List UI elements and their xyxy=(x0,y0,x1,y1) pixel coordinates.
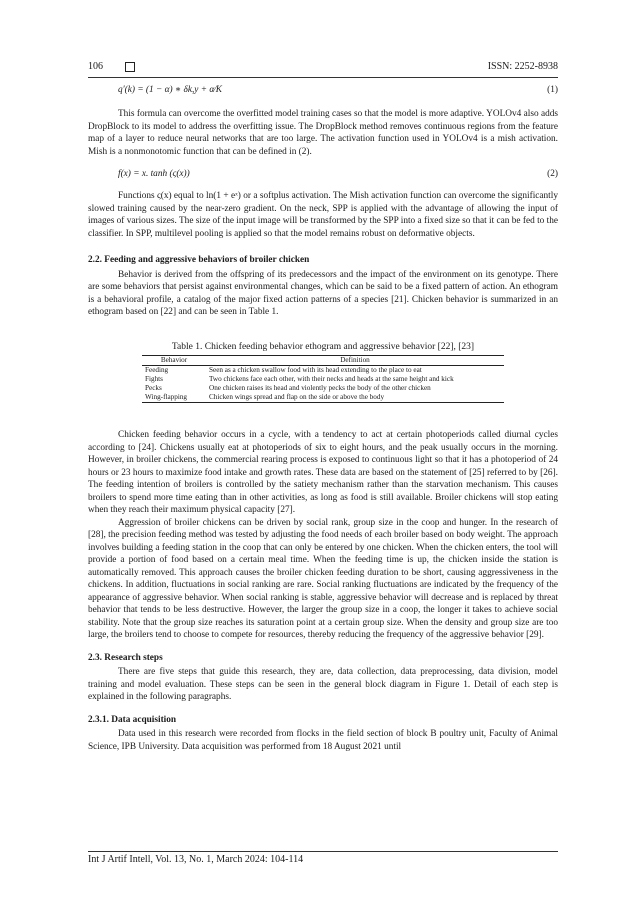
paragraph-1: This formula can overcome the overfitted model training cases so that the model is more adaptive. YOLOv4 also adds DropBlock to its model to address the overfitting issue. The DropBlock method removes continuous regions from the feature map of a layer to reduce neural networks that are too large. The activation function used in YOLOv4 is a mish activation. Mish is a nonmonotomic function that can be defined in (2). xyxy=(88,109,558,157)
table-row xyxy=(142,366,504,376)
section-2-3-paragraph: There are five steps that guide this research, they are, data collection, data preprocessing, data division, model training and model evaluation. These steps can be seen in the general block diagram in Figure 1. Detail of each step is explained in the following paragraphs. xyxy=(88,667,558,702)
table-cell: Fights xyxy=(145,375,163,383)
table-cell: One chicken raises its head and violently pecks the body of the other chicken xyxy=(209,384,431,392)
table-cell: Two chickens face each other, with their necks and heads at the same height and kick xyxy=(209,375,454,383)
equation-2-formula: f(x) = x. tanh (ς(x)) xyxy=(118,169,190,179)
page-body xyxy=(88,80,558,753)
issn: ISSN: 2252-8938 xyxy=(487,61,558,72)
table-cell: Wing-flapping xyxy=(142,393,206,403)
table-header-behavior: Behavior xyxy=(142,356,206,366)
section-2-3-1-paragraph: Data used in this research were recorded from flocks in the field section of block B poultry unit, Faculty of Animal Science, IPB University. Data acquisition was performed from 18 August 2021 until xyxy=(88,729,558,752)
equation-2-number: (2) xyxy=(547,169,558,179)
equation-1 xyxy=(88,80,558,102)
table-cell: Pecks xyxy=(145,384,162,392)
table-1-caption: Table 1. Chicken feeding behavior ethogram and aggressive behavior [22], [23] xyxy=(171,341,475,352)
page-header xyxy=(88,61,558,77)
table-cell: Seen as a chicken swallow food with its head extending to the place to eat xyxy=(209,366,422,374)
table-1 xyxy=(142,355,504,403)
equation-1-number: (1) xyxy=(547,85,558,95)
equation-2 xyxy=(88,164,558,186)
equation-1-formula: q′(k) = (1 − α) ∗ δk,y + α⁄K xyxy=(118,85,222,95)
footer-rule xyxy=(88,851,558,852)
page-footer: Int J Artif Intell, Vol. 13, No. 1, March 2024: 104-114 xyxy=(88,854,304,865)
section-2-3-heading: 2.3. Research steps xyxy=(88,652,163,663)
table-cell: Chicken wings spread and flap on the side or above the body xyxy=(206,393,504,403)
page-number: 106 xyxy=(88,61,103,72)
table-cell: Feeding xyxy=(145,366,169,374)
header-rule xyxy=(88,77,558,78)
paragraph-4: Aggression of broiler chickens can be driven by social rank, group size in the coop and hunger. In the research of [28], the precision feeding method was tested by adjusting the food needs of each broiler based on body weight. The approach involves building a feeding station in the coop that can only be entered by one chicken. When the chicken enters, the tool will provide a portion of food based on a certain meal time. When the feeding time is up, the chicken inside the station is automatically removed. This approach causes the broiler chicken feeding duration to be short, causing aggressiveness in the chickens. In addition, fluctuations in social ranking are rare. Social ranking fluctuations are indicated by the frequency of the appearance of aggressive behavior. When social ranking is stable, aggressive behavior will decrease and is replaced by threat behavior that tends to be less destructive. However, the larger the group size in a coop, the longer it takes to achieve social stability. Note that the group size reaches its saturation point at a certain group size. When the density and group size are too large, the broilers tend to choose to compete for resources, thereby reducing the frequency of the aggressive behavior [29]. xyxy=(88,517,558,640)
paragraph-2: Functions ς(x) equal to ln(1 + eˣ) or a softplus activation. The Mish activation function can overcome the significantly slowed training caused by the near-zero gradient. On the neck, SPP is applied with the advantage of allowing the input of images of various sizes. The size of the input image will be transformed by the SPP into a fixed size so that it can be fed to the classifier. In SPP, multilevel pooling is applied so that the model remains robust on deformative objects. xyxy=(88,191,558,239)
table-row xyxy=(142,393,504,403)
section-2-2-heading: 2.2. Feeding and aggressive behaviors of broiler chicken xyxy=(88,255,310,265)
section-2-2-paragraph: Behavior is derived from the offspring of its predecessors and the impact of the environment on its genotype. There are some behaviors that persist against environmental changes, which can be said to be a fixed pattern of action. An ethogram is a behavioral profile, a catalog of the major fixed action patterns of a species [21]. Chicken behavior is summarized in an ethogram based on [22] and can be seen in Table 1. xyxy=(88,269,558,317)
table-row xyxy=(142,384,504,393)
square-icon xyxy=(125,62,135,72)
table-row xyxy=(142,375,504,384)
table-header-definition: Definition xyxy=(206,356,504,366)
section-2-3-1-heading: 2.3.1. Data acquisition xyxy=(88,714,177,725)
paragraph-3: Chicken feeding behavior occurs in a cycle, with a tendency to act at certain photoperiods called diurnal cycles according to [24]. Chickens usually eat at photoperiods of six to eight hours, and the peak usually occurs in the morning. However, in broiler chickens, the commercial rearing process is exposed to continuous light so that it has a photoperiod of 24 hours or 23 hours to maximize food intake and growth rates. These data are based on the statement of [25] referred to by [26]. The feeding intention of broilers is controlled by the satiety mechanism rather than the starvation mechanism. This causes broilers to spend more time eating than in other activities, as long as food is still available. Broiler chickens will stop eating when they reach their maximum physical capacity [27]. xyxy=(88,430,558,515)
